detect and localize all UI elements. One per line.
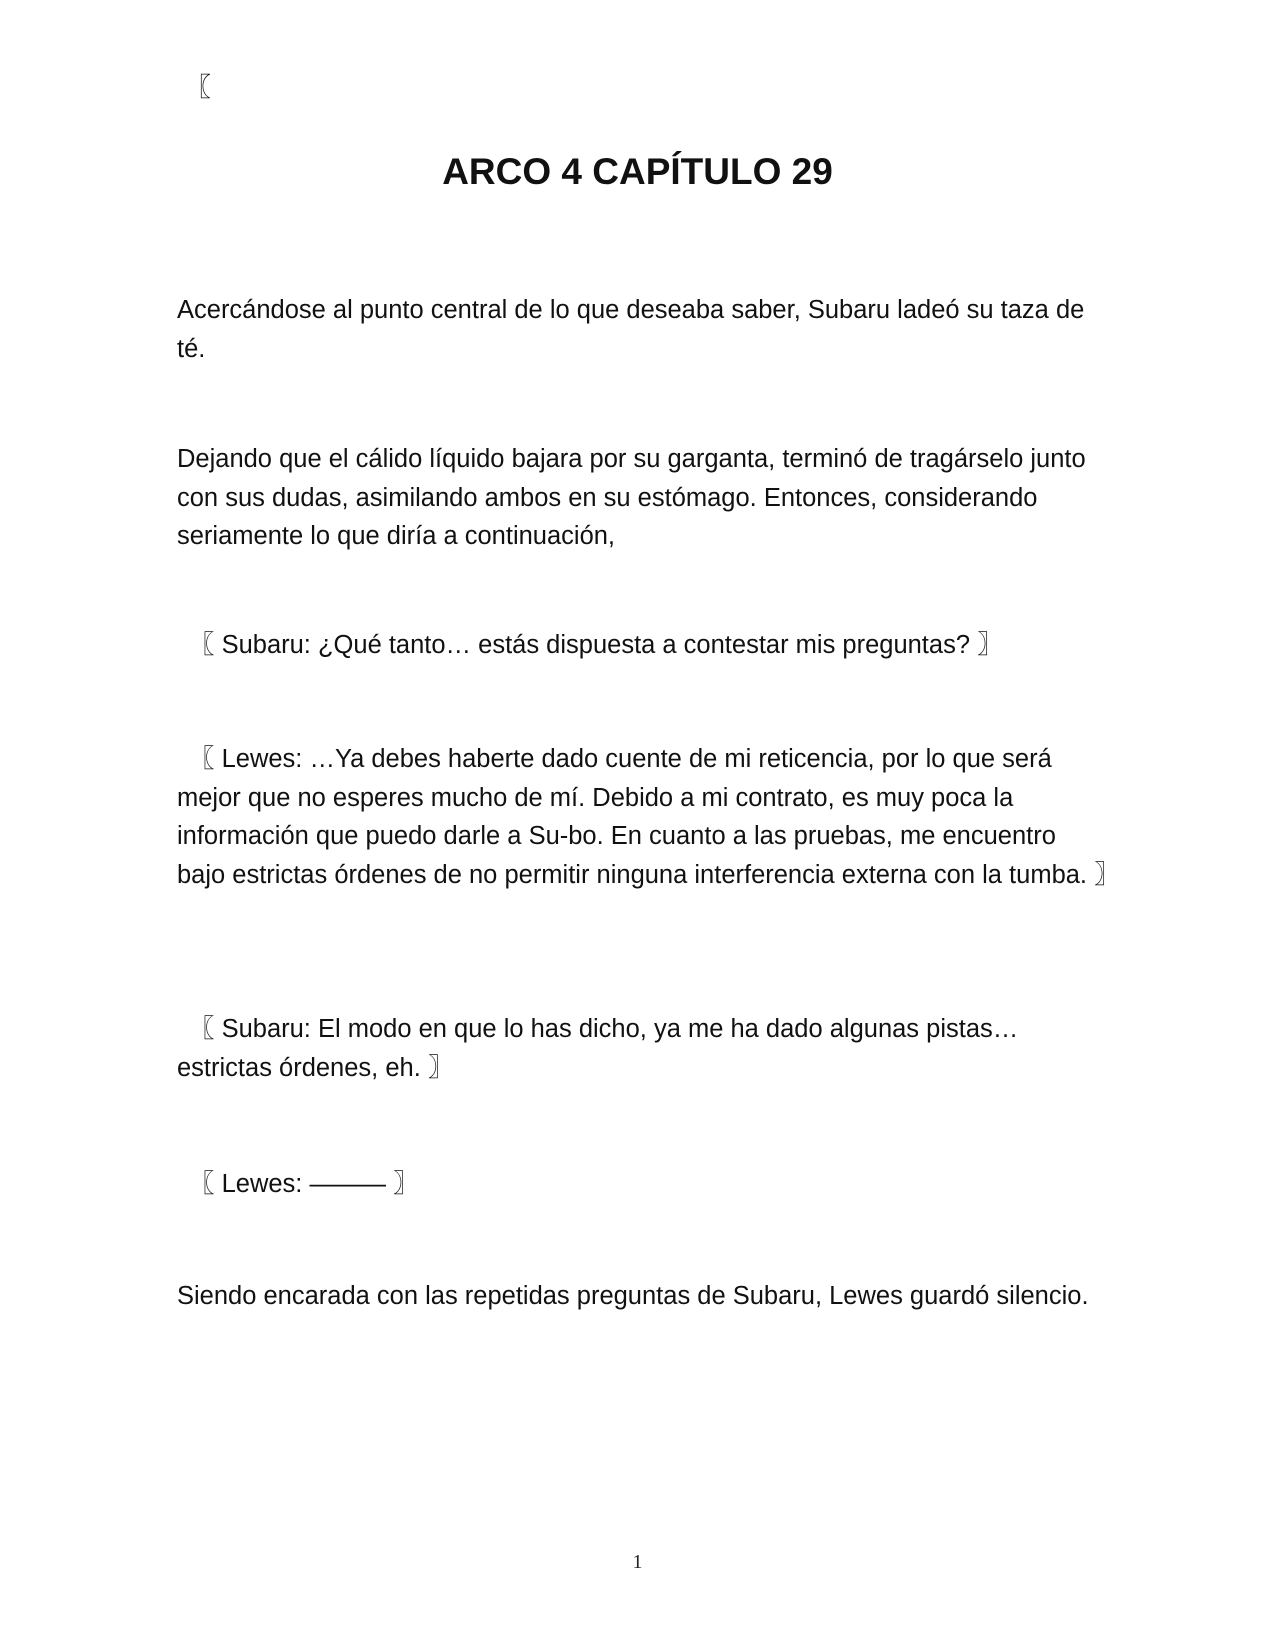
paragraph-dialogue-lewes-1: 〖 Lewes: …Ya debes haberte dado cuente de mi reticencia, por lo que será mejor que no esperes mucho de mí. Debido a mi contrato, es muy poca la información que puedo darle a Su-bo. En cuanto a las pruebas, me encuentro bajo estrictas órdenes de no permitir ninguna interferencia externa con la tumba. 〗 (177, 745, 1120, 889)
page-number: 1 (632, 1551, 643, 1573)
paragraph-dialogue-lewes-2: 〖 Lewes: ——— 〗 (189, 1170, 419, 1198)
paragraph-narration-3: Siendo encarada con las repetidas preguntas de Subaru, Lewes guardó silencio. (177, 1282, 1089, 1310)
paragraph-narration-2: Dejando que el cálido líquido bajara por su garganta, terminó de tragárselo junto con sus dudas, asimilando ambos en su estómago. Entonces, considerando seriamente lo que diría a continuación, (177, 445, 1086, 550)
paragraph-dialogue-subaru-1: 〖 Subaru: ¿Qué tanto… estás dispuesta a contestar mis preguntas? 〗 (189, 631, 1003, 659)
paragraph-dialogue-subaru-2: 〖 Subaru: El modo en que lo has dicho, ya me ha dado algunas pistas… estrictas órdenes, eh. 〗 (177, 1015, 1019, 1082)
chapter-title: ARCO 4 CAPÍTULO 29 (442, 151, 833, 192)
paragraph-narration-1: Acercándose al punto central de lo que deseaba saber, Subaru ladeó su taza de té. (177, 296, 1085, 363)
top-bracket-mark: 〖 (185, 72, 212, 102)
